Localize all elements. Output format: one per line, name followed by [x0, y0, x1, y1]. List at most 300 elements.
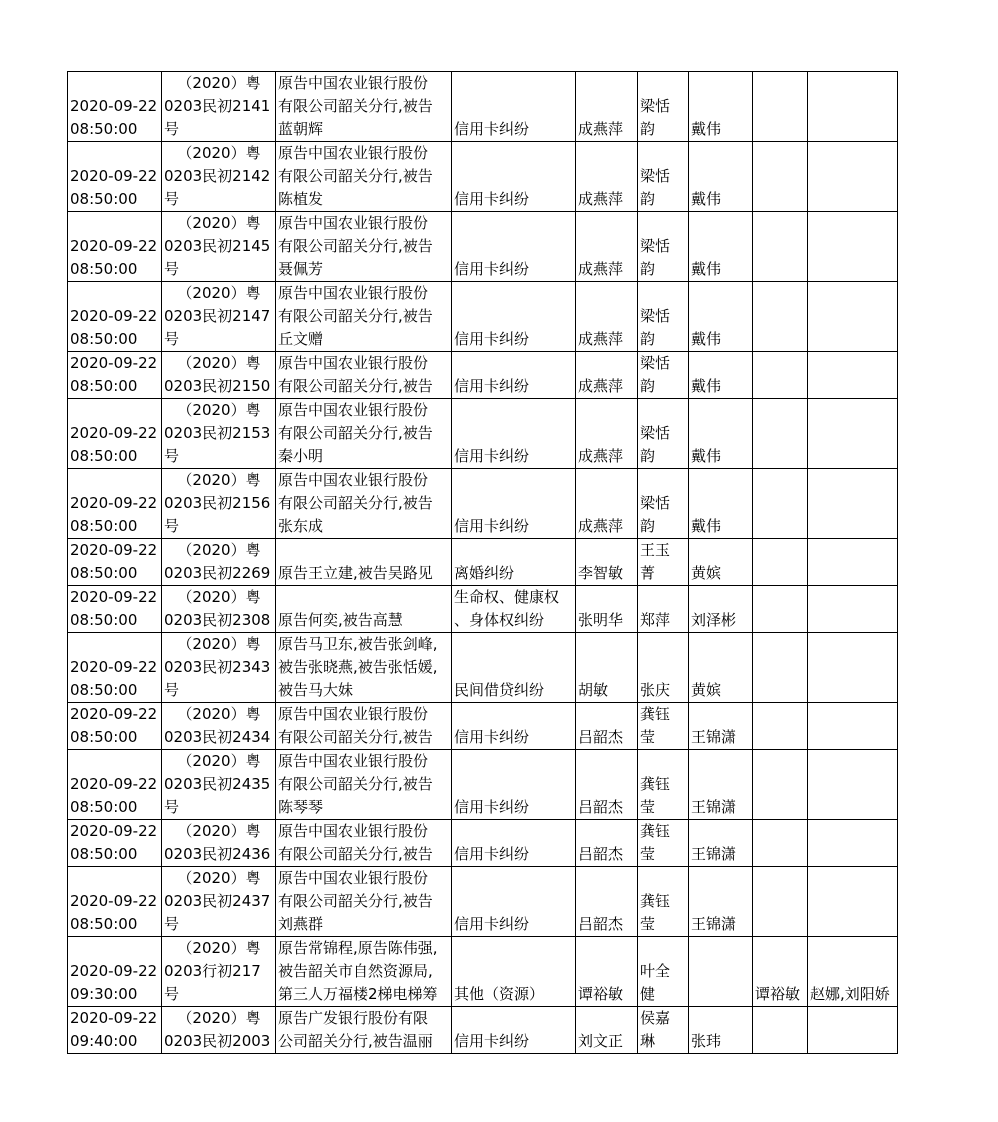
hearing-datetime-line: 2020-09-22 [70, 167, 158, 185]
extra-judge-cell [753, 282, 808, 352]
panel-member-line: 莹 [640, 728, 656, 746]
case-number-line: 0203民初2434 [164, 728, 271, 746]
panel-member-cell [638, 820, 689, 867]
hearing-datetime-line: 08:50:00 [70, 728, 138, 746]
table-row [68, 72, 898, 142]
judge-line: 吕韶杰 [578, 915, 624, 933]
case-cause-cell [452, 633, 576, 703]
case-number-line: 号 [164, 330, 180, 348]
parties-line: 有限公司韶关分行,被告 [278, 728, 433, 746]
case-cause-line: 信用卡纠纷 [454, 798, 530, 816]
judge-cell [576, 867, 638, 937]
extra-judge-cell [753, 586, 808, 633]
panel-member-line: 琳 [640, 1032, 656, 1050]
panel-member-line: 龚钰 [640, 892, 671, 910]
extra-judge-cell [753, 352, 808, 399]
parties-cell [276, 586, 452, 633]
parties-line: 原告广发银行股份有限 [278, 1009, 429, 1027]
panel-member-line: 侯嘉 [640, 1009, 671, 1027]
hearing-datetime-line: 2020-09-22 [70, 775, 158, 793]
clerk-line: 戴伟 [691, 120, 722, 138]
judge-cell [576, 937, 638, 1007]
panel-member-line: 健 [640, 985, 656, 1003]
extra-members-cell [808, 352, 898, 399]
parties-line: 第三人万福楼2梯电梯筹 [278, 985, 438, 1003]
extra-judge-cell [753, 820, 808, 867]
case-number-cell [162, 820, 276, 867]
case-number-line: 0203民初2147 [164, 307, 271, 325]
clerk-line: 黄嫔 [691, 564, 722, 582]
panel-member-line: 莹 [640, 798, 656, 816]
extra-members-cell [808, 937, 898, 1007]
panel-member-cell [638, 399, 689, 469]
table-row [68, 469, 898, 539]
case-number-line: 号 [164, 190, 180, 208]
hearing-datetime-line: 09:30:00 [70, 985, 138, 1003]
extra-judge-cell [753, 750, 808, 820]
hearing-datetime-cell [68, 1007, 162, 1054]
panel-member-cell [638, 352, 689, 399]
hearing-datetime-cell [68, 820, 162, 867]
extra-judge-cell [753, 539, 808, 586]
panel-member-cell [638, 1007, 689, 1054]
judge-cell [576, 820, 638, 867]
extra-members-cell [808, 633, 898, 703]
extra-judge-cell [753, 142, 808, 212]
parties-line: 有限公司韶关分行,被告 [278, 424, 433, 442]
parties-line: 张东成 [278, 517, 324, 535]
table-row [68, 142, 898, 212]
extra-judge-cell [753, 469, 808, 539]
table-row [68, 867, 898, 937]
case-number-line: 号 [164, 260, 180, 278]
parties-line: 原告常锦程,原告陈伟强, [278, 939, 438, 957]
case-number-line: 号 [164, 915, 180, 933]
clerk-line: 张玮 [691, 1032, 722, 1050]
case-number-line: 号 [164, 798, 180, 816]
case-number-line: （2020）粤 [177, 144, 261, 162]
clerk-cell [689, 399, 753, 469]
clerk-cell [689, 212, 753, 282]
judge-cell [576, 539, 638, 586]
hearing-datetime-cell [68, 867, 162, 937]
hearing-datetime-line: 2020-09-22 [70, 705, 158, 723]
extra-judge-cell [753, 72, 808, 142]
case-number-line: 号 [164, 120, 180, 138]
panel-member-line: 龚钰 [640, 705, 671, 723]
panel-member-line: 韵 [640, 447, 656, 465]
extra-judge-cell [753, 867, 808, 937]
clerk-line: 王锦潇 [691, 915, 737, 933]
panel-member-cell [638, 212, 689, 282]
parties-line: 有限公司韶关分行,被告 [278, 775, 433, 793]
case-number-line: 0203民初2435 [164, 775, 271, 793]
case-number-line: 0203民初2141 [164, 97, 271, 115]
case-number-cell [162, 352, 276, 399]
panel-member-line: 梁恬 [640, 237, 671, 255]
hearing-datetime-line: 08:50:00 [70, 120, 138, 138]
case-number-cell [162, 469, 276, 539]
extra-members-cell [808, 72, 898, 142]
case-number-line: 0203民初2153 [164, 424, 271, 442]
parties-line: 有限公司韶关分行,被告 [278, 97, 433, 115]
extra-members-cell [808, 282, 898, 352]
parties-cell [276, 142, 452, 212]
panel-member-cell [638, 142, 689, 212]
case-number-line: （2020）粤 [177, 354, 261, 372]
parties-cell [276, 750, 452, 820]
clerk-cell [689, 750, 753, 820]
case-number-cell [162, 212, 276, 282]
parties-line: 有限公司韶关分行,被告 [278, 845, 433, 863]
parties-line: 原告王立建,被告吴路见 [278, 564, 433, 582]
case-cause-cell [452, 937, 576, 1007]
clerk-line: 戴伟 [691, 330, 722, 348]
judge-cell [576, 633, 638, 703]
parties-line: 原告中国农业银行股份 [278, 354, 429, 372]
judge-line: 成燕萍 [578, 517, 624, 535]
case-cause-cell [452, 282, 576, 352]
case-number-cell [162, 867, 276, 937]
hearing-datetime-line: 2020-09-22 [70, 588, 158, 606]
parties-line: 有限公司韶关分行,被告 [278, 237, 433, 255]
judge-line: 成燕萍 [578, 447, 624, 465]
panel-member-cell [638, 469, 689, 539]
parties-cell [276, 820, 452, 867]
judge-cell [576, 1007, 638, 1054]
parties-line: 秦小明 [278, 447, 324, 465]
case-number-cell [162, 142, 276, 212]
panel-member-line: 莹 [640, 845, 656, 863]
hearing-datetime-line: 09:40:00 [70, 1032, 138, 1050]
hearing-datetime-line: 2020-09-22 [70, 822, 158, 840]
clerk-cell [689, 282, 753, 352]
parties-line: 原告中国农业银行股份 [278, 705, 429, 723]
parties-line: 被告韶关市自然资源局, [278, 962, 433, 980]
case-cause-line: 信用卡纠纷 [454, 377, 530, 395]
case-cause-line: 、身体权纠纷 [454, 611, 545, 629]
parties-cell [276, 1007, 452, 1054]
clerk-line: 黄嫔 [691, 681, 722, 699]
judge-cell [576, 142, 638, 212]
judge-cell [576, 282, 638, 352]
hearing-datetime-cell [68, 399, 162, 469]
hearing-datetime-cell [68, 72, 162, 142]
clerk-cell [689, 352, 753, 399]
panel-member-line: 梁恬 [640, 354, 671, 372]
extra-members-cell [808, 867, 898, 937]
panel-member-cell [638, 867, 689, 937]
case-cause-cell [452, 820, 576, 867]
panel-member-line: 韵 [640, 377, 656, 395]
parties-line: 蓝朝辉 [278, 120, 324, 138]
case-cause-cell [452, 142, 576, 212]
table-row [68, 539, 898, 586]
hearing-datetime-cell [68, 633, 162, 703]
judge-cell [576, 399, 638, 469]
parties-cell [276, 703, 452, 750]
extra-judge-cell [753, 633, 808, 703]
panel-member-line: 韵 [640, 517, 656, 535]
clerk-cell [689, 703, 753, 750]
case-number-line: （2020）粤 [177, 635, 261, 653]
hearing-datetime-line: 08:50:00 [70, 611, 138, 629]
table-row [68, 703, 898, 750]
case-cause-cell [452, 212, 576, 282]
clerk-cell [689, 586, 753, 633]
panel-member-line: 王玉 [640, 541, 671, 559]
hearing-datetime-cell [68, 750, 162, 820]
panel-member-line: 韵 [640, 120, 656, 138]
parties-cell [276, 399, 452, 469]
hearing-datetime-line: 08:50:00 [70, 517, 138, 535]
clerk-line: 戴伟 [691, 260, 722, 278]
case-cause-cell [452, 750, 576, 820]
parties-line: 原告中国农业银行股份 [278, 752, 429, 770]
case-number-line: 0203民初2343 [164, 658, 271, 676]
hearing-datetime-cell [68, 352, 162, 399]
clerk-line: 戴伟 [691, 447, 722, 465]
judge-cell [576, 586, 638, 633]
judge-line: 张明华 [578, 611, 624, 629]
judge-line: 胡敏 [578, 681, 609, 699]
hearing-datetime-line: 08:50:00 [70, 798, 138, 816]
parties-line: 陈植发 [278, 190, 324, 208]
case-cause-cell [452, 399, 576, 469]
panel-member-cell [638, 586, 689, 633]
hearing-datetime-line: 08:50:00 [70, 377, 138, 395]
hearing-datetime-cell [68, 212, 162, 282]
parties-cell [276, 282, 452, 352]
hearing-datetime-cell [68, 539, 162, 586]
case-number-line: （2020）粤 [177, 1009, 261, 1027]
judge-cell [576, 469, 638, 539]
parties-line: 被告马大妹 [278, 681, 354, 699]
panel-member-line: 韵 [640, 260, 656, 278]
clerk-cell [689, 633, 753, 703]
panel-member-line: 郑萍 [640, 611, 671, 629]
hearing-datetime-line: 2020-09-22 [70, 237, 158, 255]
hearing-datetime-cell [68, 703, 162, 750]
hearing-datetime-line: 2020-09-22 [70, 892, 158, 910]
panel-member-cell [638, 539, 689, 586]
hearing-datetime-line: 2020-09-22 [70, 97, 158, 115]
table-row [68, 282, 898, 352]
panel-member-cell [638, 750, 689, 820]
case-cause-line: 信用卡纠纷 [454, 728, 530, 746]
table-row [68, 352, 898, 399]
judge-line: 成燕萍 [578, 330, 624, 348]
judge-line: 刘文正 [578, 1032, 624, 1050]
case-number-cell [162, 703, 276, 750]
parties-cell [276, 212, 452, 282]
case-number-line: （2020）粤 [177, 214, 261, 232]
case-cause-line: 民间借贷纠纷 [454, 681, 545, 699]
case-cause-cell [452, 703, 576, 750]
case-number-cell [162, 1007, 276, 1054]
case-number-cell [162, 937, 276, 1007]
parties-line: 原告中国农业银行股份 [278, 401, 429, 419]
case-cause-line: 信用卡纠纷 [454, 915, 530, 933]
extra-members-cell [808, 142, 898, 212]
case-number-line: 0203民初2437 [164, 892, 271, 910]
case-number-line: 0203行初217 [164, 962, 261, 980]
case-number-line: （2020）粤 [177, 471, 261, 489]
judge-line: 成燕萍 [578, 377, 624, 395]
table-row [68, 633, 898, 703]
case-number-cell [162, 282, 276, 352]
parties-cell [276, 469, 452, 539]
case-number-cell [162, 633, 276, 703]
extra-judge-cell [753, 212, 808, 282]
case-cause-cell [452, 72, 576, 142]
parties-line: 有限公司韶关分行,被告 [278, 494, 433, 512]
extra-members-cell [808, 539, 898, 586]
hearing-datetime-line: 2020-09-22 [70, 354, 158, 372]
case-cause-cell [452, 586, 576, 633]
hearing-datetime-line: 2020-09-22 [70, 658, 158, 676]
parties-line: 陈琴琴 [278, 798, 324, 816]
clerk-cell [689, 1007, 753, 1054]
extra-members-cell [808, 212, 898, 282]
parties-line: 原告中国农业银行股份 [278, 74, 429, 92]
case-number-line: （2020）粤 [177, 588, 261, 606]
hearing-datetime-line: 08:50:00 [70, 915, 138, 933]
extra-members-cell [808, 399, 898, 469]
case-cause-line: 信用卡纠纷 [454, 517, 530, 535]
hearing-datetime-line: 08:50:00 [70, 330, 138, 348]
extra-judge-cell [753, 399, 808, 469]
hearing-datetime-line: 2020-09-22 [70, 307, 158, 325]
case-number-line: （2020）粤 [177, 822, 261, 840]
judge-line: 成燕萍 [578, 190, 624, 208]
judge-line: 吕韶杰 [578, 728, 624, 746]
hearing-datetime-line: 2020-09-22 [70, 962, 158, 980]
case-number-line: 0203民初2308 [164, 611, 271, 629]
extra-members-cell [808, 469, 898, 539]
judge-line: 吕韶杰 [578, 798, 624, 816]
parties-line: 聂佩芳 [278, 260, 324, 278]
case-cause-line: 信用卡纠纷 [454, 260, 530, 278]
parties-line: 被告张晓燕,被告张恬媛, [278, 658, 438, 676]
panel-member-cell [638, 937, 689, 1007]
clerk-cell [689, 72, 753, 142]
hearing-datetime-cell [68, 469, 162, 539]
case-number-line: （2020）粤 [177, 705, 261, 723]
case-number-line: 0203民初2150 [164, 377, 271, 395]
table-row [68, 212, 898, 282]
clerk-cell [689, 937, 753, 1007]
hearing-datetime-line: 08:50:00 [70, 260, 138, 278]
parties-cell [276, 539, 452, 586]
panel-member-line: 张庆 [640, 681, 671, 699]
parties-cell [276, 352, 452, 399]
clerk-line: 刘泽彬 [691, 611, 737, 629]
panel-member-line: 叶全 [640, 962, 671, 980]
parties-line: 原告中国农业银行股份 [278, 822, 429, 840]
hearing-schedule-table [67, 71, 898, 1054]
extra-members-cell [808, 1007, 898, 1054]
extra-judge-cell [753, 937, 808, 1007]
clerk-line: 戴伟 [691, 377, 722, 395]
hearing-datetime-line: 2020-09-22 [70, 494, 158, 512]
hearing-datetime-line: 2020-09-22 [70, 1009, 158, 1027]
parties-line: 原告中国农业银行股份 [278, 869, 429, 887]
judge-cell [576, 72, 638, 142]
case-cause-line: 信用卡纠纷 [454, 190, 530, 208]
clerk-line: 王锦潇 [691, 728, 737, 746]
extra-judge-cell [753, 1007, 808, 1054]
case-number-line: （2020）粤 [177, 752, 261, 770]
parties-line: 刘燕群 [278, 915, 324, 933]
clerk-line: 戴伟 [691, 517, 722, 535]
panel-member-line: 韵 [640, 330, 656, 348]
parties-line: 原告中国农业银行股份 [278, 214, 429, 232]
clerk-cell [689, 820, 753, 867]
parties-cell [276, 937, 452, 1007]
case-cause-line: 生命权、健康权 [454, 588, 560, 606]
case-number-line: 0203民初2003 [164, 1032, 271, 1050]
panel-member-cell [638, 703, 689, 750]
table-row [68, 820, 898, 867]
case-number-cell [162, 750, 276, 820]
clerk-line: 王锦潇 [691, 798, 737, 816]
hearing-datetime-line: 08:50:00 [70, 190, 138, 208]
case-cause-cell [452, 1007, 576, 1054]
case-number-line: （2020）粤 [177, 74, 261, 92]
case-number-line: 0203民初2436 [164, 845, 271, 863]
table-row [68, 399, 898, 469]
case-number-line: （2020）粤 [177, 869, 261, 887]
case-cause-cell [452, 469, 576, 539]
judge-line: 李智敏 [578, 564, 624, 582]
extra-judge-cell [753, 703, 808, 750]
table-row [68, 586, 898, 633]
clerk-cell [689, 142, 753, 212]
case-number-cell [162, 586, 276, 633]
parties-line: 丘文赠 [278, 330, 324, 348]
panel-member-line: 梁恬 [640, 494, 671, 512]
case-cause-cell [452, 539, 576, 586]
extra-judge-line: 谭裕敏 [755, 985, 801, 1003]
case-cause-line: 信用卡纠纷 [454, 120, 530, 138]
hearing-datetime-cell [68, 937, 162, 1007]
case-number-line: （2020）粤 [177, 541, 261, 559]
case-cause-line: 信用卡纠纷 [454, 845, 530, 863]
parties-line: 有限公司韶关分行,被告 [278, 377, 433, 395]
parties-line: 原告中国农业银行股份 [278, 471, 429, 489]
judge-line: 成燕萍 [578, 120, 624, 138]
judge-cell [576, 352, 638, 399]
parties-line: 原告中国农业银行股份 [278, 144, 429, 162]
extra-members-cell [808, 750, 898, 820]
case-number-line: 号 [164, 681, 180, 699]
hearing-datetime-line: 08:50:00 [70, 845, 138, 863]
case-cause-line: 信用卡纠纷 [454, 447, 530, 465]
table-row [68, 750, 898, 820]
parties-cell [276, 867, 452, 937]
hearing-datetime-line: 08:50:00 [70, 681, 138, 699]
clerk-line: 王锦潇 [691, 845, 737, 863]
parties-cell [276, 72, 452, 142]
case-number-line: 0203民初2142 [164, 167, 271, 185]
case-number-line: 0203民初2156 [164, 494, 271, 512]
table-row [68, 1007, 898, 1054]
hearing-datetime-cell [68, 142, 162, 212]
judge-cell [576, 750, 638, 820]
hearing-datetime-cell [68, 586, 162, 633]
hearing-datetime-line: 2020-09-22 [70, 424, 158, 442]
